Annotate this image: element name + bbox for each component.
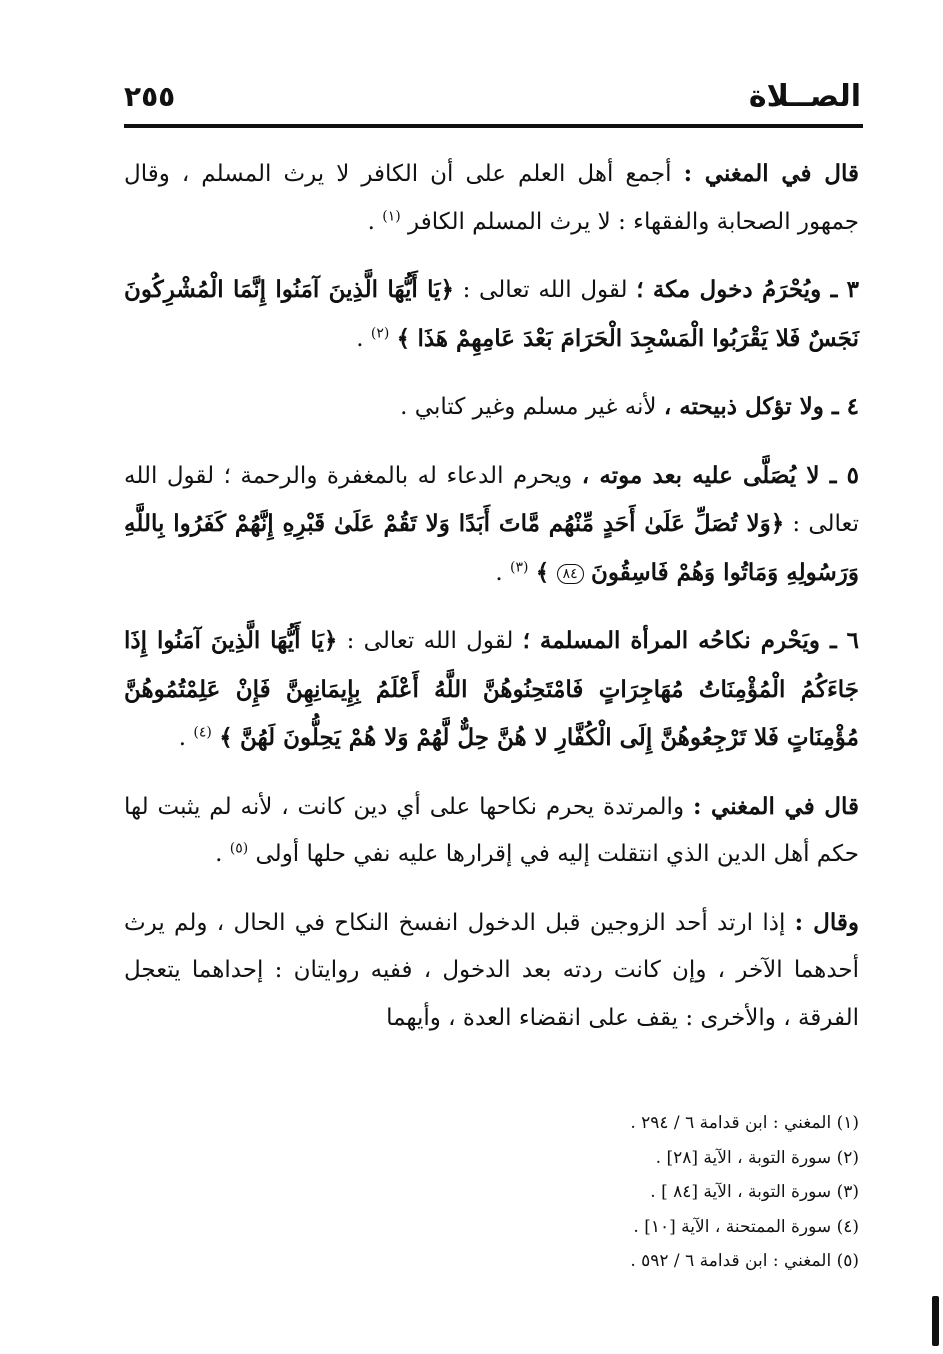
running-title: الصــلاة — [748, 78, 861, 114]
paragraph-end: . — [178, 725, 194, 751]
quran-close-bracket: ﴾ — [219, 724, 233, 751]
paragraph-item-6 — [124, 617, 859, 763]
paragraph-end: . — [215, 841, 230, 867]
item-number: ٦ ـ — [829, 627, 859, 654]
page-edge-mark — [932, 1296, 939, 1346]
quran-close-bracket: ﴾ — [396, 324, 411, 352]
item-number: ٣ ـ — [830, 276, 859, 303]
paragraph-end: . — [367, 208, 383, 235]
quran-verse: يَا أَيُّهَا الَّذِينَ آمَنُوا إِنَّمَا الْمُشْرِكُونَ نَجَسٌ فَلا يَقْرَبُوا الْمَسْجِدَ الْحَرَامَ بَعْدَ عَامِهِمْ هَذَا — [124, 276, 859, 352]
footnote-item: (٢) سورة التوبة ، الآية [٢٨] . — [655, 1147, 859, 1168]
paragraph-lead: وقال : — [794, 908, 859, 936]
item-number: ٥ ـ — [829, 461, 859, 489]
quran-verse: وَلا تُصَلِّ عَلَىٰ أَحَدٍ مِّنْهُم مَّاتَ أَبَدًا وَلا تَقُمْ عَلَىٰ قَبْرِهِ إِنَّهُمْ كَفَرُوا بِاللَّهِ وَرَسُولِهِ وَمَاتُوا وَهُمْ فَاسِقُونَ — [124, 510, 859, 586]
paragraph-text: إذا ارتد أحد الزوجين قبل الدخول انفسخ النكاح في الحال ، ولم يرث أحدهما الآخر ، وإن كانت ردته بعد الدخول ، ففيه روايتان : إحداهما يتعجل الفرقة ، والأخرى : يقف على انقضاء العدة ، وأيهما — [124, 909, 859, 1031]
footnote-item: (٤) سورة الممتحنة ، الآية [١٠] . — [633, 1216, 859, 1237]
footnotes — [260, 1106, 859, 1279]
paragraph-lead: ويُحْرَمُ دخول مكة ؛ — [636, 276, 831, 303]
footnote-item: (١) المغني : ابن قدامة ٦ / ٢٩٤ . — [630, 1113, 859, 1133]
footnote-item: (٥) المغني : ابن قدامة ٦ / ٥٩٢ . — [630, 1251, 859, 1271]
paragraph-end: . — [356, 325, 371, 352]
footnote-ref: (٥) — [229, 840, 249, 857]
quran-close-bracket: ﴾ — [535, 558, 550, 586]
footnote-ref: (٣) — [510, 558, 529, 575]
paragraph-mughni-apostate — [124, 783, 859, 879]
paragraph-item-5 — [124, 452, 859, 598]
paragraph-lead: ويَحْرم نكاحُه المرأة المسلمة ؛ — [522, 627, 830, 654]
quran-open-bracket: ﴿ — [440, 276, 454, 303]
quran-verse: يَا أَيُّهَا الَّذِينَ آمَنُوا إِذَا جَاءَكُمُ الْمُؤْمِنَاتُ مُهَاجِرَاتٍ فَامْتَحِنُوهُنَّ اللَّهُ أَعْلَمُ بِإِيمَانِهِنَّ فَإِنْ عَلِمْتُمُوهُنَّ مُؤْمِنَاتٍ فَلا تَرْجِعُوهُنَّ إِلَى الْكُفَّارِ لا هُنَّ حِلٌّ لَّهُمْ وَلا هُمْ يَحِلُّونَ لَهُنَّ — [124, 627, 859, 751]
paragraph-item-4 — [124, 383, 859, 432]
page-number: ٢٥٥ — [124, 79, 176, 113]
paragraph-item-3 — [124, 266, 859, 363]
paragraph-text: والمرتدة يحرم نكاحها على أي دين كانت ، لأنه لم يثبت لها حكم أهل الدين الذي انتقلت إليه في إقرارها عليه نفي حلها أولى — [124, 793, 859, 867]
paragraph-text: لأنه غير مسلم وغير كتابي . — [400, 394, 664, 420]
paragraph-lead: لا يُصَلَّى عليه بعد موته ، — [581, 461, 830, 489]
page-header — [124, 70, 861, 122]
footnote-ref: (١) — [382, 207, 401, 224]
footnote-ref: (٤) — [193, 724, 212, 741]
paragraph-lead: قال في المغني : — [683, 160, 859, 187]
footnote-item: (٣) سورة التوبة ، الآية [٨٤ ] . — [650, 1182, 859, 1202]
paragraph-lead: قال في المغني : — [692, 792, 859, 820]
ayah-number-marker: ٨٤ — [557, 564, 584, 584]
paragraph-text: ويحرم الدعاء له بالمغفرة والرحمة ؛ لقول الله تعالى : — [124, 462, 860, 537]
paragraph-end: . — [495, 559, 510, 586]
paragraph-text: لقول الله تعالى : — [454, 277, 637, 303]
quran-open-bracket: ﴿ — [323, 627, 338, 654]
quran-open-bracket: ﴿ — [770, 510, 785, 537]
item-number: ٤ ـ — [831, 393, 859, 420]
paragraph-apostasy-marriage — [124, 899, 859, 1043]
paragraph-text: لقول الله تعالى : — [337, 628, 523, 654]
page-body — [124, 150, 859, 1042]
header-rule — [124, 124, 863, 128]
paragraph-text: أجمع أهل العلم على أن الكافر لا يرث المسلم ، وقال جمهور الصحابة والفقهاء : لا يرث المسلم الكافر — [124, 161, 859, 235]
paragraph-mughni-inheritance — [124, 150, 859, 246]
paragraph-lead: ولا تؤكل ذبيحته ، — [663, 393, 832, 420]
footnote-ref: (٢) — [370, 324, 390, 341]
